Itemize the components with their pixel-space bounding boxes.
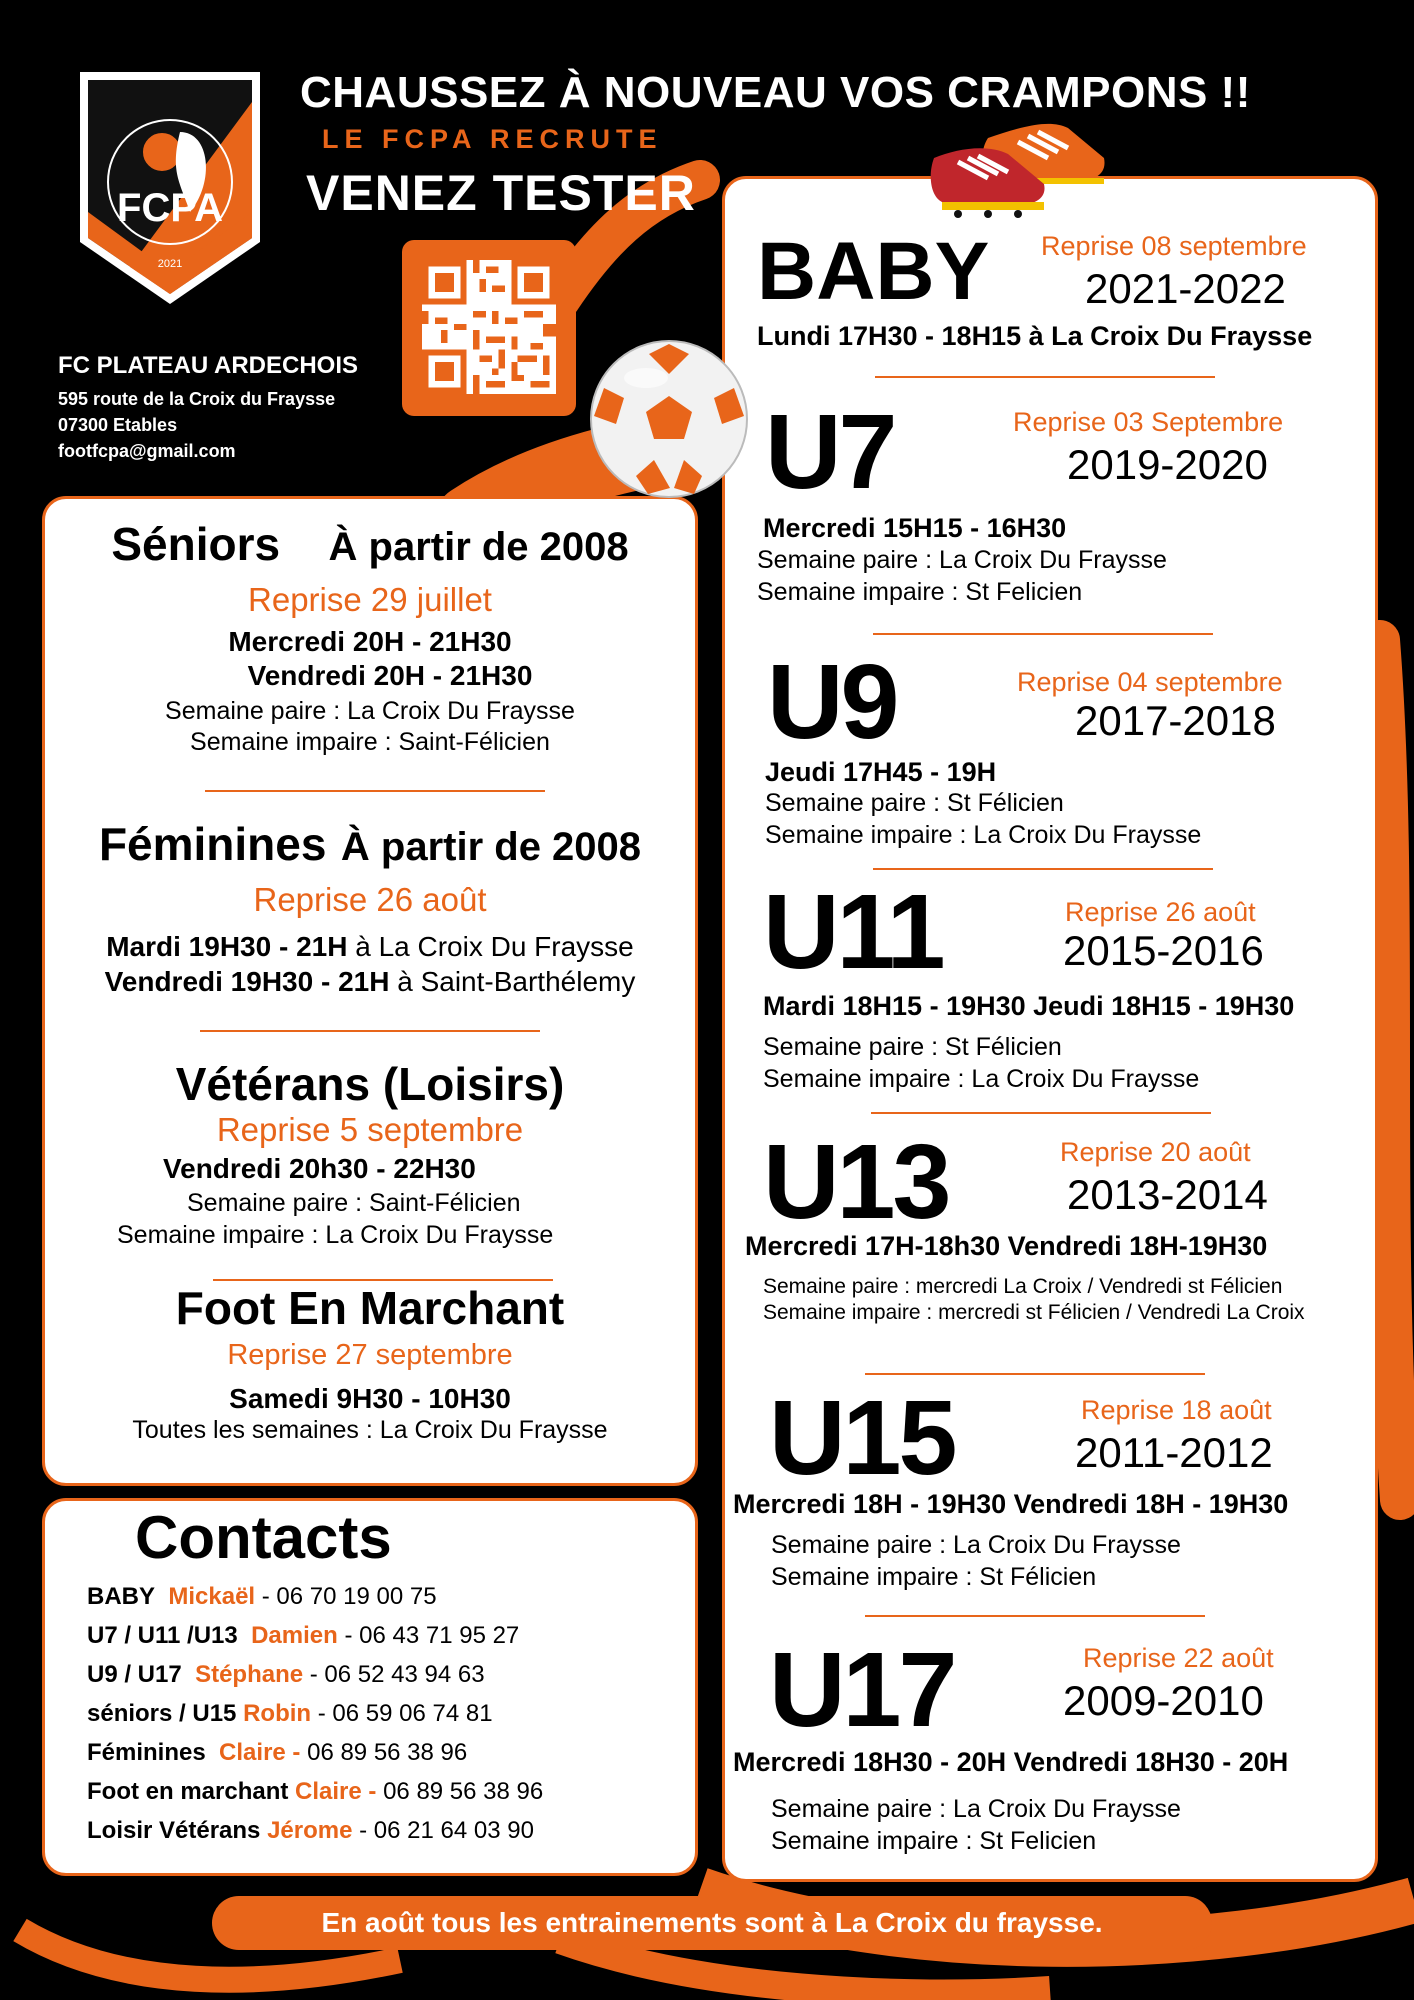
divider xyxy=(865,1373,1205,1375)
qr-pattern-icon xyxy=(422,260,556,394)
youth-categories-panel xyxy=(722,176,1378,1882)
divider xyxy=(873,633,1213,635)
divider xyxy=(871,1112,1211,1114)
u15-week-odd: Semaine impaire : St Félicien xyxy=(771,1563,1097,1591)
u17-week-even: Semaine paire : La Croix Du Fraysse xyxy=(771,1795,1181,1823)
contact-phone[interactable]: - 06 52 43 94 63 xyxy=(303,1661,485,1688)
u7-title: U7 xyxy=(765,393,895,511)
u7-years: 2019-2020 xyxy=(1067,441,1268,488)
u13-schedule: Mercredi 17H-18h30 Vendredi 18H-19H30 xyxy=(745,1231,1268,1261)
club-city: 07300 Etables xyxy=(58,415,178,435)
contact-name: Claire - xyxy=(219,1739,301,1766)
contact-row xyxy=(87,1733,543,1772)
contact-role: Loisir Vétérans xyxy=(87,1817,261,1844)
contact-phone[interactable]: - 06 21 64 03 90 xyxy=(352,1817,534,1844)
marchant-reprise: Reprise 27 septembre xyxy=(227,1339,513,1371)
feminines-heading xyxy=(45,817,695,871)
marchant-schedule: Samedi 9H30 - 10H30 xyxy=(229,1383,511,1414)
club-email[interactable]: footfcpa@gmail.com xyxy=(58,441,236,461)
feminines-schedule-1 xyxy=(45,931,695,963)
feminines-title: Féminines xyxy=(98,818,327,870)
logo-year: 2021 xyxy=(157,258,183,270)
contact-name: Stéphane xyxy=(195,1661,304,1688)
contact-name: Mickaël xyxy=(168,1583,256,1610)
contact-phone[interactable]: - 06 59 06 74 81 xyxy=(311,1700,493,1727)
feminines-schedule-2 xyxy=(45,966,695,998)
contacts-title: Contacts xyxy=(135,1504,392,1571)
u11-years: 2015-2016 xyxy=(1063,927,1264,974)
club-address: 595 route de la Croix du Fraysse xyxy=(58,389,336,409)
contact-role: séniors / U15 xyxy=(87,1700,237,1727)
contact-phone[interactable]: 06 89 56 38 96 xyxy=(300,1739,468,1766)
u17-title: U17 xyxy=(769,1631,955,1749)
u11-schedule: Mardi 18H15 - 19H30 Jeudi 18H15 - 19H30 xyxy=(763,991,1295,1021)
contact-phone[interactable]: 06 89 56 38 96 xyxy=(376,1778,544,1805)
u7-week-odd: Semaine impaire : St Felicien xyxy=(757,578,1083,606)
baby-years: 2021-2022 xyxy=(1085,265,1286,312)
baby-reprise: Reprise 08 septembre xyxy=(1041,231,1307,261)
u15-reprise: Reprise 18 août xyxy=(1081,1395,1272,1425)
seniors-schedule-2: Vendredi 20H - 21H30 xyxy=(247,660,533,691)
headline: CHAUSSEZ À NOUVEAU VOS CRAMPONS !! xyxy=(300,68,1251,117)
u13-week-even: Semaine paire : mercredi La Croix / Vendredi st Félicien xyxy=(763,1275,1283,1298)
baby-title: BABY xyxy=(757,226,990,317)
baby-schedule: Lundi 17H30 - 18H15 à La Croix Du Fraysse xyxy=(757,321,1313,351)
veterans-title: Vétérans (Loisirs) xyxy=(175,1058,565,1110)
u7-reprise: Reprise 03 Septembre xyxy=(1013,407,1284,437)
seniors-week-odd: Semaine impaire : Saint-Félicien xyxy=(190,728,550,756)
seniors-heading xyxy=(45,517,695,571)
recruit-tagline: LE FCPA RECRUTE xyxy=(322,124,663,154)
contact-phone[interactable]: - 06 43 71 95 27 xyxy=(337,1622,520,1649)
contact-phone[interactable]: - 06 70 19 00 75 xyxy=(255,1583,437,1610)
logo-abbr: FCPA xyxy=(117,186,223,230)
u11-title: U11 xyxy=(763,873,943,991)
contact-row xyxy=(87,1616,543,1655)
club-info xyxy=(58,352,358,464)
u9-week-even: Semaine paire : St Félicien xyxy=(765,789,1064,817)
football-boots-icon xyxy=(928,118,1110,222)
contact-row xyxy=(87,1655,543,1694)
u15-title: U15 xyxy=(769,1379,955,1497)
contact-name: Jérome xyxy=(267,1817,353,1844)
feminines-schedule-2-place: à Saint-Barthélemy xyxy=(389,966,636,997)
u15-years: 2011-2012 xyxy=(1075,1429,1273,1476)
qr-code[interactable] xyxy=(402,240,576,416)
u15-week-even: Semaine paire : La Croix Du Fraysse xyxy=(771,1531,1181,1559)
feminines-schedule-2-time: Vendredi 19H30 - 21H xyxy=(104,966,390,997)
u13-title: U13 xyxy=(763,1123,949,1241)
u7-week-even: Semaine paire : La Croix Du Fraysse xyxy=(757,546,1167,574)
u13-reprise: Reprise 20 août xyxy=(1060,1137,1251,1167)
footer-note: En août tous les entrainements sont à La Croix du fraysse. xyxy=(212,1896,1212,1950)
u15-schedule: Mercredi 18H - 19H30 Vendredi 18H - 19H30 xyxy=(733,1489,1289,1519)
seniors-schedule-1: Mercredi 20H - 21H30 xyxy=(228,626,512,657)
club-logo xyxy=(70,62,270,314)
divider xyxy=(200,1030,540,1032)
divider xyxy=(865,1615,1205,1617)
u17-schedule: Mercredi 18H30 - 20H Vendredi 18H30 - 20H xyxy=(733,1747,1289,1777)
u11-week-odd: Semaine impaire : La Croix Du Fraysse xyxy=(763,1065,1200,1093)
veterans-week-even: Semaine paire : Saint-Félicien xyxy=(187,1189,521,1217)
u7-schedule: Mercredi 15H15 - 16H30 xyxy=(763,513,1067,543)
u9-reprise: Reprise 04 septembre xyxy=(1017,667,1283,697)
seniors-week-even: Semaine paire : La Croix Du Fraysse xyxy=(165,697,575,725)
divider xyxy=(205,790,545,792)
u13-week-odd: Semaine impaire : mercredi st Félicien / Vendredi La Croix xyxy=(763,1301,1305,1324)
seniors-reprise: Reprise 29 juillet xyxy=(248,581,492,618)
u9-week-odd: Semaine impaire : La Croix Du Fraysse xyxy=(765,821,1202,849)
contact-name: Robin xyxy=(243,1700,312,1727)
football-icon xyxy=(588,338,750,500)
contact-name: Claire - xyxy=(295,1778,377,1805)
u17-week-odd: Semaine impaire : St Felicien xyxy=(771,1827,1097,1855)
contact-name: Damien xyxy=(251,1622,338,1649)
seniors-age: À partir de 2008 xyxy=(328,525,629,569)
contact-role: U7 / U11 /U13 xyxy=(87,1622,238,1649)
veterans-week-odd: Semaine impaire : La Croix Du Fraysse xyxy=(117,1221,554,1249)
contact-role: Foot en marchant xyxy=(87,1778,289,1805)
contacts-list xyxy=(87,1577,543,1850)
feminines-reprise: Reprise 26 août xyxy=(253,881,487,918)
club-name: FC PLATEAU ARDECHOIS xyxy=(58,352,358,379)
contact-row xyxy=(87,1694,543,1733)
u17-reprise: Reprise 22 août xyxy=(1083,1643,1274,1673)
u13-years: 2013-2014 xyxy=(1067,1171,1268,1218)
divider xyxy=(873,868,1213,870)
veterans-reprise: Reprise 5 septembre xyxy=(216,1111,524,1148)
marchant-weeks: Toutes les semaines : La Croix Du Fraysse xyxy=(132,1416,608,1444)
contact-row xyxy=(87,1772,543,1811)
veterans-schedule: Vendredi 20h30 - 22H30 xyxy=(163,1153,476,1184)
contacts-panel xyxy=(42,1498,698,1876)
adult-sections-panel xyxy=(42,496,698,1486)
contact-role: U9 / U17 xyxy=(87,1661,182,1688)
feminines-age: À partir de 2008 xyxy=(340,825,642,869)
feminines-schedule-1-place: à La Croix Du Fraysse xyxy=(347,931,634,962)
feminines-schedule-1-time: Mardi 19H30 - 21H xyxy=(106,931,348,962)
contact-role: Féminines xyxy=(87,1739,206,1766)
venez-tester: VENEZ TESTER xyxy=(306,165,696,221)
u17-years: 2009-2010 xyxy=(1063,1677,1264,1724)
u11-reprise: Reprise 26 août xyxy=(1065,897,1256,927)
contact-row xyxy=(87,1811,543,1850)
marchant-title: Foot En Marchant xyxy=(175,1282,565,1334)
seniors-title: Séniors xyxy=(111,518,281,570)
u9-schedule: Jeudi 17H45 - 19H xyxy=(765,757,997,787)
u9-years: 2017-2018 xyxy=(1075,697,1276,744)
u11-week-even: Semaine paire : St Félicien xyxy=(763,1033,1062,1061)
contact-role: BABY xyxy=(87,1583,156,1610)
divider xyxy=(875,376,1215,378)
contact-row xyxy=(87,1577,543,1616)
u9-title: U9 xyxy=(767,643,897,761)
